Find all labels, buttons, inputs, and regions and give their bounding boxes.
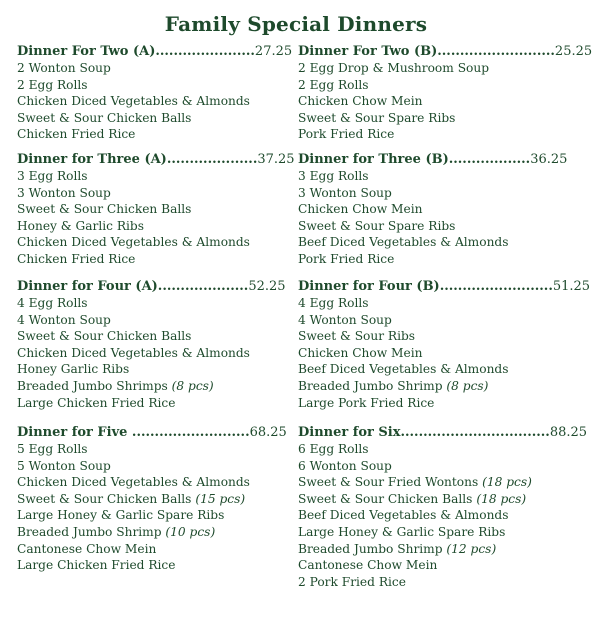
menu-item-text: Sweet & Sour Spare Ribs xyxy=(298,110,456,125)
menu-item-text: Pork Fried Rice xyxy=(298,127,395,142)
menu-item-text: Pork Fried Rice xyxy=(298,251,395,266)
menu-item-text: Honey Garlic Ribs xyxy=(17,362,130,377)
dinner-price: 88.25 xyxy=(549,425,588,440)
dinner-header xyxy=(298,152,568,168)
menu-item-text: 2 Egg Drop & Mushroom Soup xyxy=(298,61,490,75)
menu-item xyxy=(298,295,562,312)
dinner-items xyxy=(17,295,281,411)
menu-item xyxy=(17,524,281,541)
menu-item xyxy=(17,507,281,524)
menu-item-text: 3 Wonton Soup xyxy=(298,185,392,200)
menu-item xyxy=(298,441,562,458)
menu-item-text: Sweet & Sour Chicken Balls xyxy=(17,110,192,125)
menu-item xyxy=(17,93,281,110)
dinner-items xyxy=(17,168,281,268)
dinner-name: Dinner for Six................................. xyxy=(298,425,550,440)
menu-item-text: 5 Wonton Soup xyxy=(17,458,111,473)
menu-item-text: 4 Egg Rolls xyxy=(298,296,369,310)
menu-item xyxy=(17,541,281,558)
menu-item-text: Breaded Jumbo Shrimp xyxy=(298,378,447,393)
dinner-items xyxy=(298,295,562,411)
dinner-header xyxy=(17,279,286,295)
dinner-items xyxy=(298,60,562,143)
menu-item-text: Chicken Chow Mein xyxy=(298,94,423,109)
menu-item-text: 3 Egg Rolls xyxy=(298,169,369,183)
menu-item xyxy=(17,395,281,412)
menu-item xyxy=(298,312,562,329)
menu-item xyxy=(17,312,281,329)
menu-item xyxy=(298,218,562,235)
dinner-name: Dinner for Three (A).................... xyxy=(17,152,258,167)
menu-item xyxy=(298,168,562,185)
menu-item xyxy=(298,574,562,591)
dinner-menu xyxy=(17,44,592,590)
menu-item xyxy=(17,168,281,185)
dinner-for-five xyxy=(17,425,287,590)
dinner-header xyxy=(17,44,293,60)
menu-item-text: Large Chicken Fried Rice xyxy=(17,395,176,410)
menu-item xyxy=(17,345,281,362)
dinner-items xyxy=(17,60,281,143)
menu-item-text: Breaded Jumbo Shrimp xyxy=(298,541,447,556)
dinner-for-four-b xyxy=(298,279,591,425)
dinner-name: Dinner for Five .......................... xyxy=(17,425,250,440)
menu-item-quantity: (8 pcs) xyxy=(171,378,214,393)
menu-item xyxy=(17,491,281,508)
menu-item-text: 4 Wonton Soup xyxy=(298,312,392,327)
menu-item-text: 5 Egg Rolls xyxy=(17,442,88,456)
menu-item xyxy=(298,201,562,218)
menu-item-text: 2 Pork Fried Rice xyxy=(298,574,406,589)
menu-item-text: Chicken Fried Rice xyxy=(17,127,136,142)
menu-item-text: Large Honey & Garlic Spare Ribs xyxy=(17,508,225,523)
menu-item xyxy=(298,345,562,362)
menu-item-text: 3 Wonton Soup xyxy=(17,185,111,200)
menu-item-text: Cantonese Chow Mein xyxy=(17,541,157,556)
menu-item xyxy=(17,185,281,202)
menu-item xyxy=(17,328,281,345)
menu-item xyxy=(17,251,281,268)
menu-item-text: 2 Egg Rolls xyxy=(17,77,88,92)
menu-item xyxy=(298,110,562,127)
menu-item xyxy=(298,185,562,202)
menu-item-text: 4 Wonton Soup xyxy=(17,312,111,327)
menu-item xyxy=(17,234,281,251)
menu-item xyxy=(298,491,562,508)
dinner-name: Dinner for Four (A).................... xyxy=(17,279,249,294)
menu-item-text: 2 Egg Rolls xyxy=(298,77,369,92)
menu-item-text: Chicken Chow Mein xyxy=(298,202,423,217)
menu-item xyxy=(298,251,562,268)
menu-item xyxy=(298,557,562,574)
menu-item xyxy=(17,557,281,574)
menu-item-text: Sweet & Sour Chicken Balls xyxy=(17,491,196,506)
menu-item-text: Large Chicken Fried Rice xyxy=(17,558,176,573)
menu-item xyxy=(17,77,281,94)
menu-item-quantity: (18 pcs) xyxy=(476,491,527,506)
menu-item-text: Sweet & Sour Chicken Balls xyxy=(17,329,192,344)
dinner-items xyxy=(298,168,562,268)
menu-item-text: Sweet & Sour Spare Ribs xyxy=(298,218,456,233)
dinner-price: 52.25 xyxy=(248,279,286,294)
menu-item-text: Large Honey & Garlic Spare Ribs xyxy=(298,524,506,539)
menu-item xyxy=(17,126,281,143)
menu-item xyxy=(298,361,562,378)
menu-item xyxy=(298,60,562,77)
dinner-price: 37.25 xyxy=(257,152,295,167)
menu-item-text: 3 Egg Rolls xyxy=(17,169,88,183)
dinner-for-two-a xyxy=(17,44,293,152)
menu-item xyxy=(17,474,281,491)
dinner-price: 51.25 xyxy=(552,279,591,294)
menu-item-text: Large Pork Fried Rice xyxy=(298,395,435,410)
menu-item-quantity: (10 pcs) xyxy=(165,524,216,539)
menu-item-text: Chicken Diced Vegetables & Almonds xyxy=(17,94,250,109)
dinner-for-two-b xyxy=(298,44,592,152)
dinner-name: Dinner for Four (B)......................... xyxy=(298,279,553,294)
menu-item xyxy=(298,541,562,558)
dinner-for-four-a xyxy=(17,279,286,425)
dinner-items xyxy=(298,441,562,590)
menu-item-text: 6 Wonton Soup xyxy=(298,458,392,473)
dinner-price: 36.25 xyxy=(530,152,568,167)
dinner-name: Dinner For Two (B).......................... xyxy=(298,44,555,59)
menu-item-text: Sweet & Sour Chicken Balls xyxy=(298,491,477,506)
menu-item-text: Sweet & Sour Fried Wontons xyxy=(298,475,483,490)
menu-item-text: Beef Diced Vegetables & Almonds xyxy=(298,362,509,377)
menu-item-text: Sweet & Sour Ribs xyxy=(298,329,416,344)
menu-item-quantity: (18 pcs) xyxy=(482,475,532,490)
menu-item-text: 2 Wonton Soup xyxy=(17,61,111,75)
menu-item xyxy=(298,234,562,251)
menu-item-text: Cantonese Chow Mein xyxy=(298,558,438,573)
menu-item-text: Honey & Garlic Ribs xyxy=(17,218,144,233)
page-title: Family Special Dinners xyxy=(164,12,428,36)
dinner-price: 27.25 xyxy=(254,44,293,59)
menu-item xyxy=(298,458,562,475)
menu-item-text: Chicken Diced Vegetables & Almonds xyxy=(17,475,250,490)
menu-item xyxy=(17,110,281,127)
dinner-for-three-a xyxy=(17,152,295,279)
menu-item-text: Breaded Jumbo Shrimps xyxy=(17,378,172,393)
menu-item-text: Beef Diced Vegetables & Almonds xyxy=(298,235,509,250)
menu-item-text: 4 Egg Rolls xyxy=(17,296,88,310)
menu-item xyxy=(298,395,562,412)
menu-item xyxy=(17,361,281,378)
dinner-header xyxy=(17,152,295,168)
menu-item xyxy=(298,328,562,345)
menu-item xyxy=(298,77,562,94)
menu-item-text: Sweet & Sour Chicken Balls xyxy=(17,202,192,217)
menu-item xyxy=(17,378,281,395)
menu-item xyxy=(17,60,281,77)
dinner-name: Dinner for Three (B).................. xyxy=(298,152,531,167)
menu-item xyxy=(298,507,562,524)
menu-item-text: Chicken Chow Mein xyxy=(298,345,423,360)
menu-item-text: Breaded Jumbo Shrimp xyxy=(17,524,166,539)
dinner-for-six xyxy=(298,425,588,590)
dinner-header xyxy=(298,425,588,441)
menu-item xyxy=(17,201,281,218)
menu-item-text: Chicken Diced Vegetables & Almonds xyxy=(17,235,250,250)
menu-item-quantity: (12 pcs) xyxy=(446,541,497,556)
dinner-price: 68.25 xyxy=(249,425,287,440)
menu-item-text: Beef Diced Vegetables & Almonds xyxy=(298,508,509,523)
dinner-header xyxy=(17,425,287,441)
dinner-for-three-b xyxy=(298,152,568,279)
menu-item xyxy=(17,458,281,475)
menu-item-quantity: (15 pcs) xyxy=(195,491,246,506)
menu-item xyxy=(298,93,562,110)
menu-item-text: 6 Egg Rolls xyxy=(298,442,369,456)
menu-item xyxy=(298,474,562,491)
menu-item xyxy=(298,524,562,541)
menu-item-text: Chicken Fried Rice xyxy=(17,251,136,266)
dinner-name: Dinner For Two (A)...................... xyxy=(17,44,255,59)
menu-item xyxy=(298,378,562,395)
menu-item-text: Chicken Diced Vegetables & Almonds xyxy=(17,345,250,360)
menu-item xyxy=(298,126,562,143)
dinner-header xyxy=(298,279,591,295)
dinner-price: 25.25 xyxy=(554,44,592,59)
dinner-items xyxy=(17,441,281,574)
menu-item xyxy=(17,441,281,458)
menu-item-quantity: (8 pcs) xyxy=(446,378,489,393)
menu-item xyxy=(17,218,281,235)
menu-item xyxy=(17,295,281,312)
dinner-header xyxy=(298,44,592,60)
